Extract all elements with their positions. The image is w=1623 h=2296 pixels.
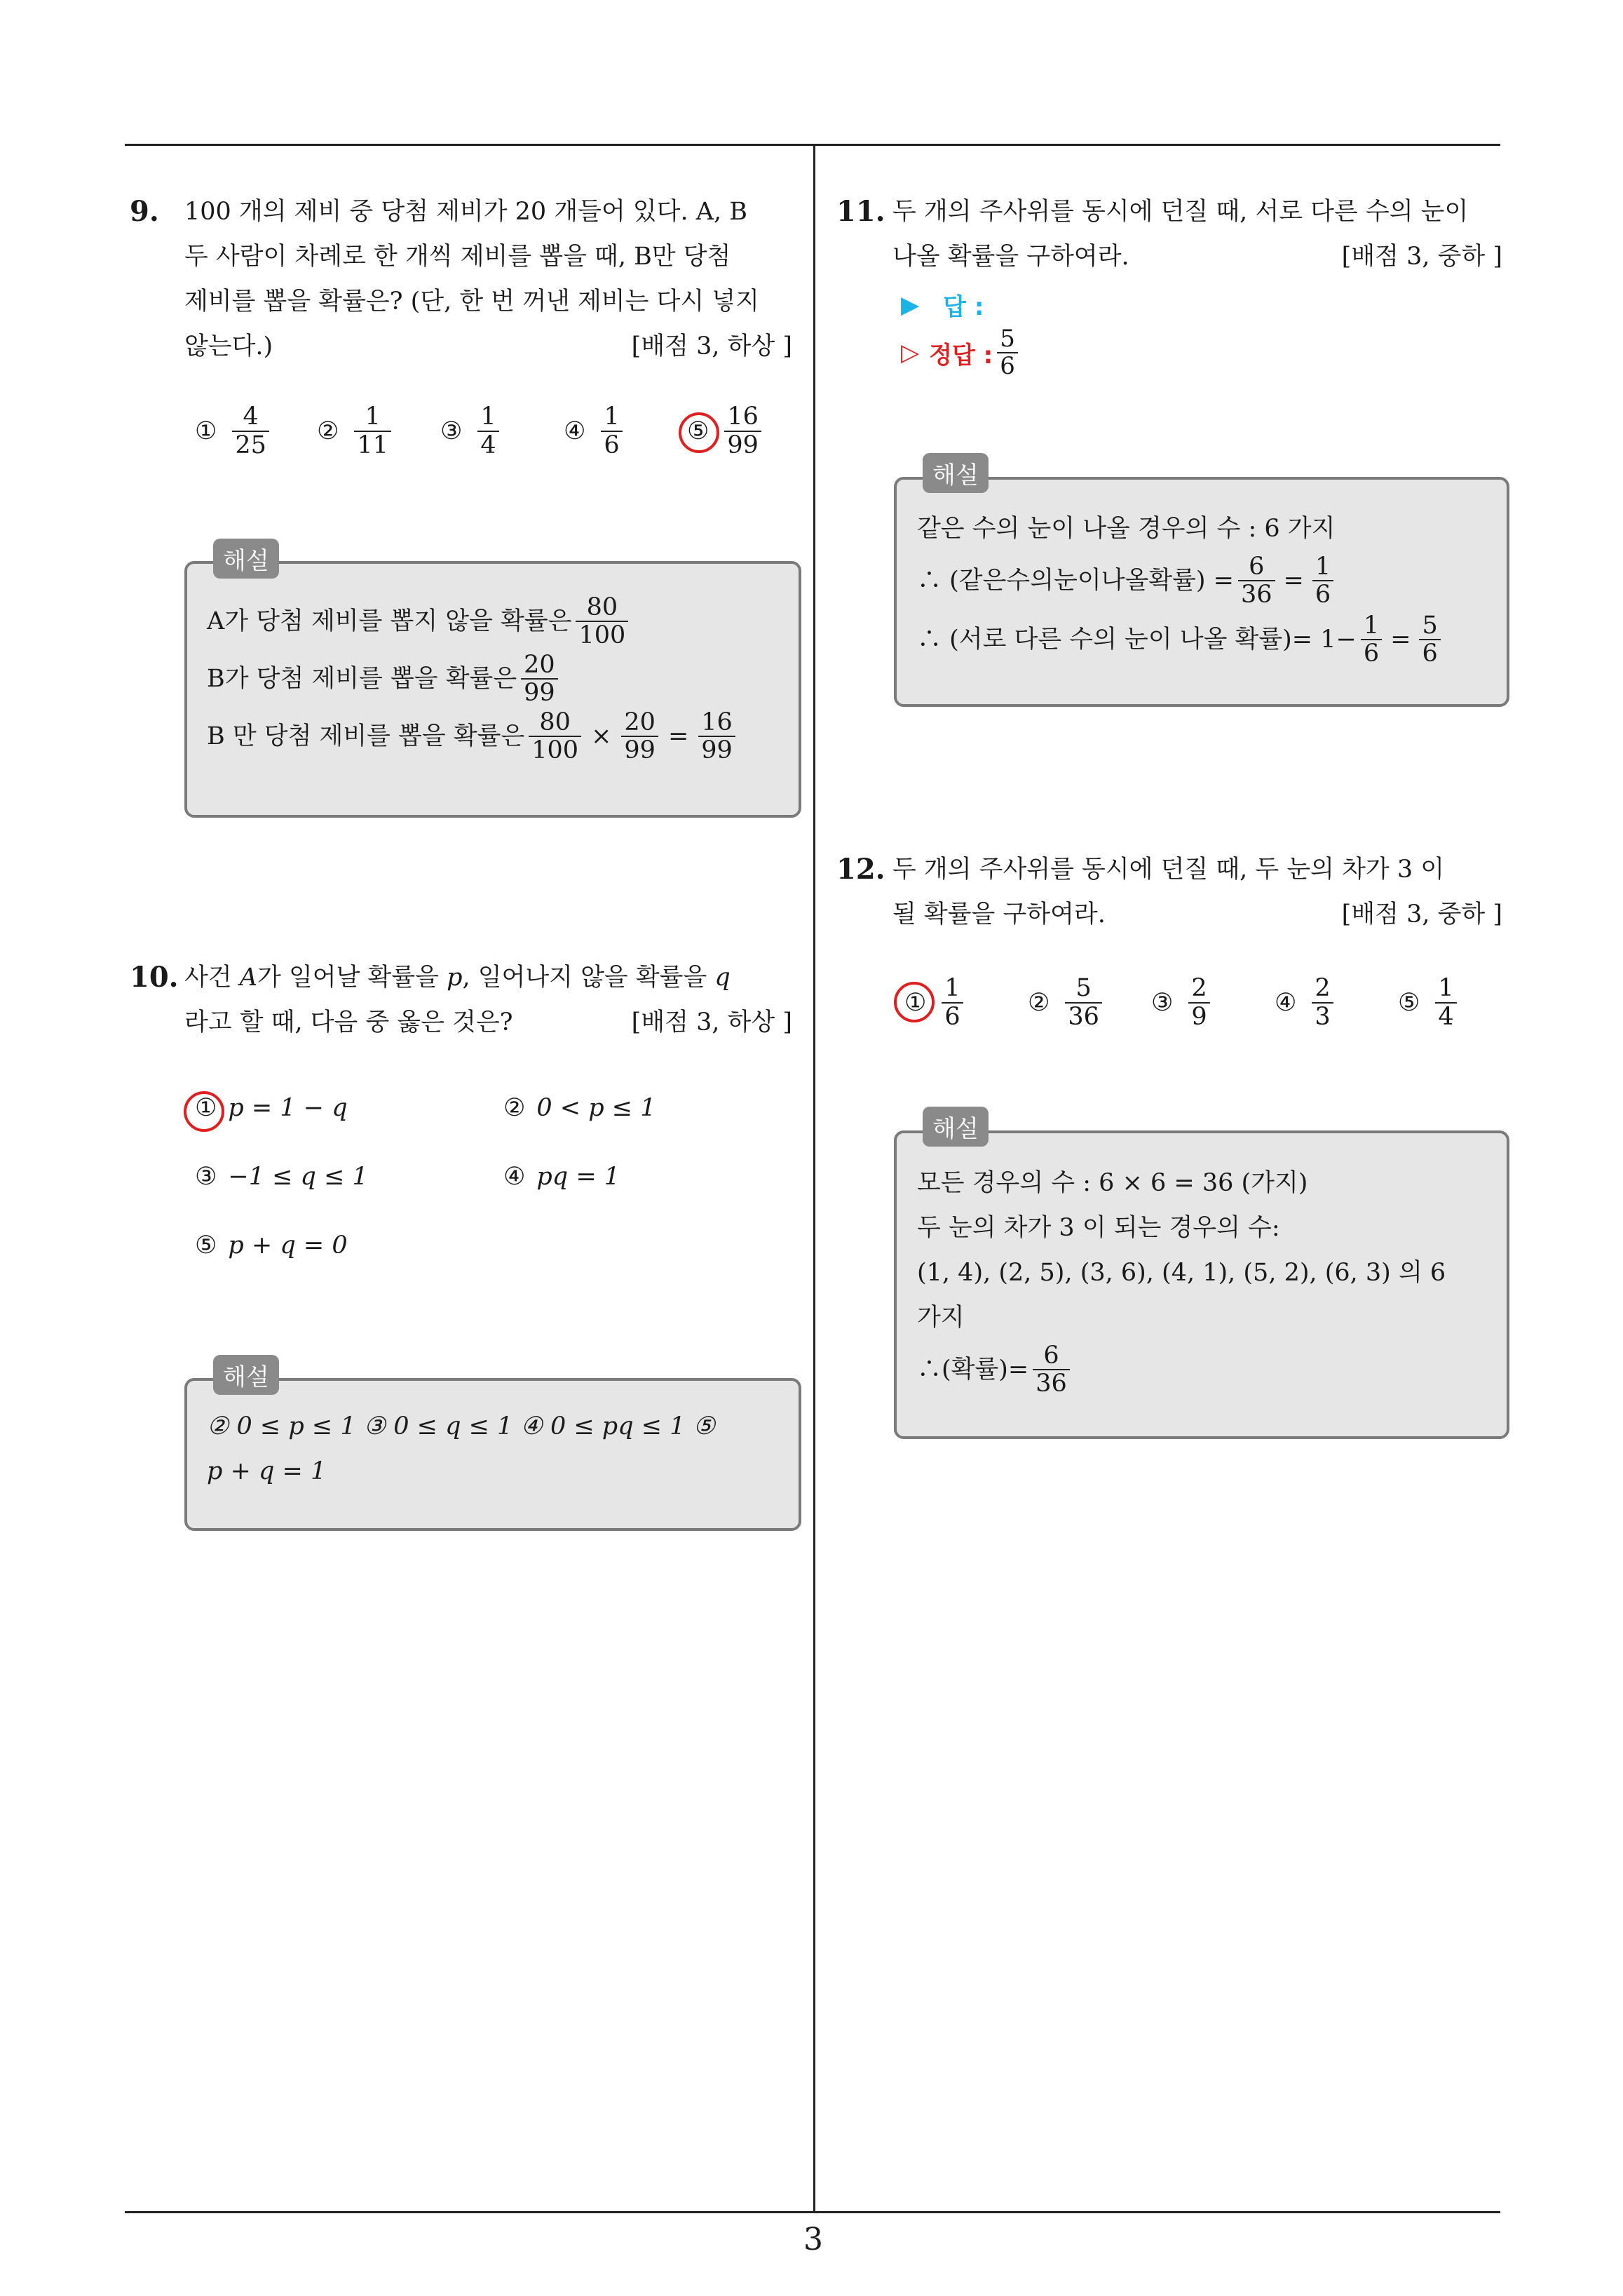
circle-mark-icon — [679, 412, 719, 453]
score-meta: [배점 3, 중하 ] — [1341, 900, 1502, 928]
choice-2[interactable]: ② 0 < p ≤ 1 — [503, 1094, 656, 1122]
question-text: 두 개의 주사위를 동시에 던질 때, 서로 다른 수의 눈이 나올 확률을 구하여라. — [892, 198, 1469, 271]
choice-4[interactable]: ④ $\frac{2}{3}$ — [1275, 975, 1338, 1030]
question-number: 10. — [130, 961, 179, 994]
question-number: 11. — [836, 195, 885, 228]
page-number: 3 — [803, 2222, 823, 2257]
choice-5[interactable]: ⑤ $\frac{16}{99}$ — [687, 403, 766, 459]
question-11 — [836, 189, 1509, 288]
question-number: 9. — [130, 195, 159, 228]
question-text: 사건 A가 일어날 확률을 p, 일어나지 않을 확률을 q 라고 할 때, 다음 중 옳은 것은? — [184, 964, 731, 1036]
question-number: 12. — [836, 853, 885, 886]
choice-3[interactable]: ③ $\frac{2}{9}$ — [1151, 975, 1214, 1030]
outline-triangle-icon: ▷ — [901, 339, 920, 367]
question-9 — [130, 189, 803, 372]
choice-5[interactable]: ⑤ $\frac{1}{4}$ — [1398, 975, 1461, 1030]
choice-2[interactable]: ② $\frac{1}{11}$ — [317, 403, 395, 459]
top-rule — [125, 144, 1500, 146]
solution-tab: 해설 — [923, 1107, 989, 1147]
score-meta: [배점 3, 중하 ] — [1341, 243, 1502, 271]
solution-tab: 해설 — [213, 1355, 279, 1395]
circle-mark-icon — [894, 982, 935, 1022]
choice-2[interactable]: ② $\frac{5}{36}$ — [1028, 975, 1106, 1030]
choice-4[interactable]: ④ pq = 1 — [503, 1163, 620, 1191]
question-10 — [130, 955, 803, 1053]
choice-4[interactable]: ④ $\frac{1}{6}$ — [564, 403, 627, 459]
solution-tab: 해설 — [923, 453, 989, 493]
choice-5[interactable]: ⑤ p + q = 0 — [195, 1231, 348, 1260]
column-divider — [813, 144, 815, 2213]
question-12 — [836, 847, 1509, 945]
question-text: 100 개의 제비 중 당첨 제비가 20 개들어 있다. A, B 두 사람이 차례로 한 개씩 제비를 뽑을 때, B만 당첨 제비를 뽑을 확률은? (단, 한 번 꺼낸 제비는 다시 넣지 않는다.) — [184, 198, 759, 360]
score-meta: [배점 3, 하상 ] — [631, 1008, 792, 1036]
bottom-rule — [125, 2211, 1500, 2213]
choice-3[interactable]: ③ $\frac{1}{4}$ — [440, 403, 503, 459]
choice-1[interactable]: ① p = 1 − q — [195, 1094, 348, 1122]
question-text: 두 개의 주사위를 동시에 던질 때, 두 눈의 차가 3 이 될 확률을 구하여라. — [892, 856, 1445, 928]
play-triangle-icon: ▶ — [901, 290, 920, 319]
choice-1[interactable]: ① $\frac{4}{25}$ — [195, 403, 273, 459]
score-meta: [배점 3, 하상 ] — [631, 332, 792, 360]
solution-text: A가 당첨 제비를 뽑지 않을 확률은 $\frac{80}{100}$ B가 당첨 제비를 뽑을 확률은 $\frac{20}{99}$ B 만 당첨 제비를 뽑을 확률은 $\frac{80}{100}$ × $\frac{20}{99}$ = $\frac{16}{99}$ — [207, 593, 782, 765]
choice-3[interactable]: ③ −1 ≤ q ≤ 1 — [195, 1163, 368, 1191]
choice-1[interactable]: ① $\frac{1}{6}$ — [904, 975, 967, 1030]
solution-text: ② 0 ≤ p ≤ 1 ③ 0 ≤ q ≤ 1 ④ 0 ≤ pq ≤ 1 ⑤ p + q = 1 — [207, 1412, 715, 1485]
correct-answer: ▷ 정답 : $\frac{5}{6}$ — [901, 326, 1022, 380]
answer-label: ▶ 답 : — [901, 290, 984, 321]
solution-text: 같은 수의 눈이 나올 경우의 수 : 6 가지 ∴ (같은수의눈이나올확률) = $\frac{6}{36}$ = $\frac{1}{6}$ ∴ (서로 다른 수의 눈이 나올 확률)= 1− $\frac{1}{6}$ = $\frac{5}{6}$ — [917, 506, 1492, 669]
solution-tab: 해설 — [213, 539, 279, 579]
solution-text: 모든 경우의 수 : 6 × 6 = 36 (가지) 두 눈의 차가 3 이 되는 경우의 수: (1, 4), (2, 5), (3, 6), (4, 1), (5, 2), (6, 3) 의 6 가지 ∴(확률)= $\frac{6}{36}$ — [917, 1169, 1446, 1398]
circle-mark-icon — [184, 1091, 224, 1132]
